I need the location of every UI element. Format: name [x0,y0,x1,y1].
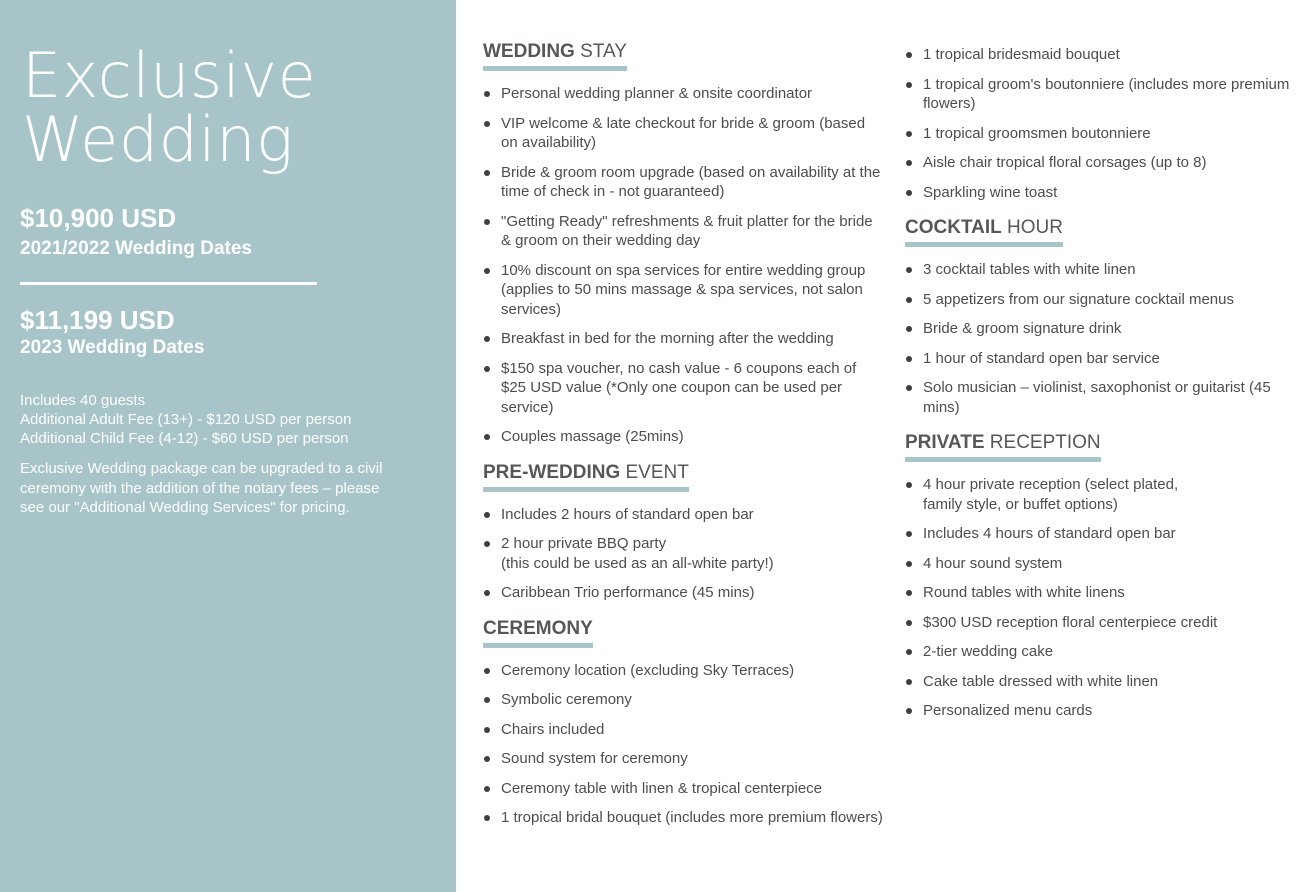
list-item: Sparkling wine toast [905,183,1295,203]
dates-2021-2022: 2021/2022 Wedding Dates [20,238,252,259]
list-item: 3 cocktail tables with white linen [905,260,1295,280]
list-item: Sound system for ceremony [483,749,883,769]
list-item: Includes 2 hours of standard open bar [483,505,883,525]
list-item: 1 tropical bridal bouquet (includes more premium flowers) [483,808,883,828]
list-item: Solo musician – violinist, saxophonist or guitarist (45 mins) [905,378,1295,417]
list-item: $150 spa voucher, no cash value - 6 coupons each of $25 USD value (*Only one coupon can be used per service) [483,359,883,418]
title-line-2: Wedding [22,103,294,176]
list-item: 1 tropical groomsmen boutonniere [905,124,1295,144]
list-item: Couples massage (25mins) [483,427,883,447]
section-ceremony-continued [905,45,1295,202]
list-item: 2 hour private BBQ party (this could be used as an all-white party!) [483,534,883,573]
price-2023: $11,199 USD [20,305,175,335]
list-item: Ceremony location (excluding Sky Terraces) [483,661,883,681]
list-item: Breakfast in bed for the morning after the wedding [483,329,883,349]
content-column-1 [483,40,883,838]
section-ceremony [483,617,883,828]
list-item: 5 appetizers from our signature cocktail menus [905,290,1295,310]
price-2021-2022: $10,900 USD [20,203,177,233]
list-private-reception [905,475,1295,721]
list-item: Ceremony table with linen & tropical centerpiece [483,779,883,799]
list-wedding-stay [483,84,883,447]
list-cocktail-hour [905,260,1295,417]
list-item: Cake table dressed with white linen [905,672,1295,692]
list-ceremony-continued [905,45,1295,202]
list-item: 1 tropical bridesmaid bouquet [905,45,1295,65]
guests-included: Includes 40 guests [20,392,146,409]
list-item: VIP welcome & late checkout for bride & groom (based on availability) [483,114,883,153]
list-pre-wedding [483,505,883,603]
sidebar-panel [0,0,456,892]
dates-2023: 2023 Wedding Dates [20,337,205,358]
section-title-private-reception: PRIVATE RECEPTION [905,431,1101,462]
list-item: Symbolic ceremony [483,690,883,710]
list-ceremony [483,661,883,828]
section-private-reception [905,431,1295,721]
list-item: 1 tropical groom's boutonniere (includes more premium flowers) [905,75,1295,114]
section-title-ceremony: CEREMONY [483,617,593,648]
adult-fee: Additional Adult Fee (13+) - $120 USD per person [20,411,352,428]
section-title-pre-wedding: PRE-WEDDING EVENT [483,461,689,492]
list-item: Round tables with white linens [905,583,1295,603]
list-item: Chairs included [483,720,883,740]
list-item: 10% discount on spa services for entire wedding group (applies to 50 mins massage & spa services, not salon services) [483,261,883,320]
content-column-2 [905,45,1295,731]
list-item: Includes 4 hours of standard open bar [905,524,1295,544]
list-item: 4 hour sound system [905,554,1295,574]
title-line-1: Exclusive [22,39,317,112]
divider [20,282,317,285]
list-item: 4 hour private reception (select plated, family style, or buffet options) [905,475,1295,514]
list-item: Personal wedding planner & onsite coordinator [483,84,883,104]
upgrade-note: Exclusive Wedding package can be upgraded to a civil ceremony with the addition of the notary fees – please see our "Additional Wedding Services" for pricing. [20,460,383,516]
list-item: Personalized menu cards [905,701,1295,721]
section-wedding-stay [483,40,883,447]
section-title-cocktail-hour: COCKTAIL HOUR [905,216,1063,247]
guest-info [20,391,400,448]
list-item: $300 USD reception floral centerpiece credit [905,613,1295,633]
child-fee: Additional Child Fee (4-12) - $60 USD per person [20,430,349,447]
list-item: Bride & groom signature drink [905,319,1295,339]
list-item: Bride & groom room upgrade (based on availability at the time of check in - not guaranteed) [483,163,883,202]
list-item: Caribbean Trio performance (45 mins) [483,583,883,603]
list-item: 2-tier wedding cake [905,642,1295,662]
list-item: Aisle chair tropical floral corsages (up to 8) [905,153,1295,173]
section-pre-wedding [483,461,883,603]
list-item: 1 hour of standard open bar service [905,349,1295,369]
page-title [22,39,317,176]
list-item: "Getting Ready" refreshments & fruit platter for the bride & groom on their wedding day [483,212,883,251]
section-cocktail-hour [905,216,1295,417]
section-title-wedding-stay: WEDDING STAY [483,40,627,71]
